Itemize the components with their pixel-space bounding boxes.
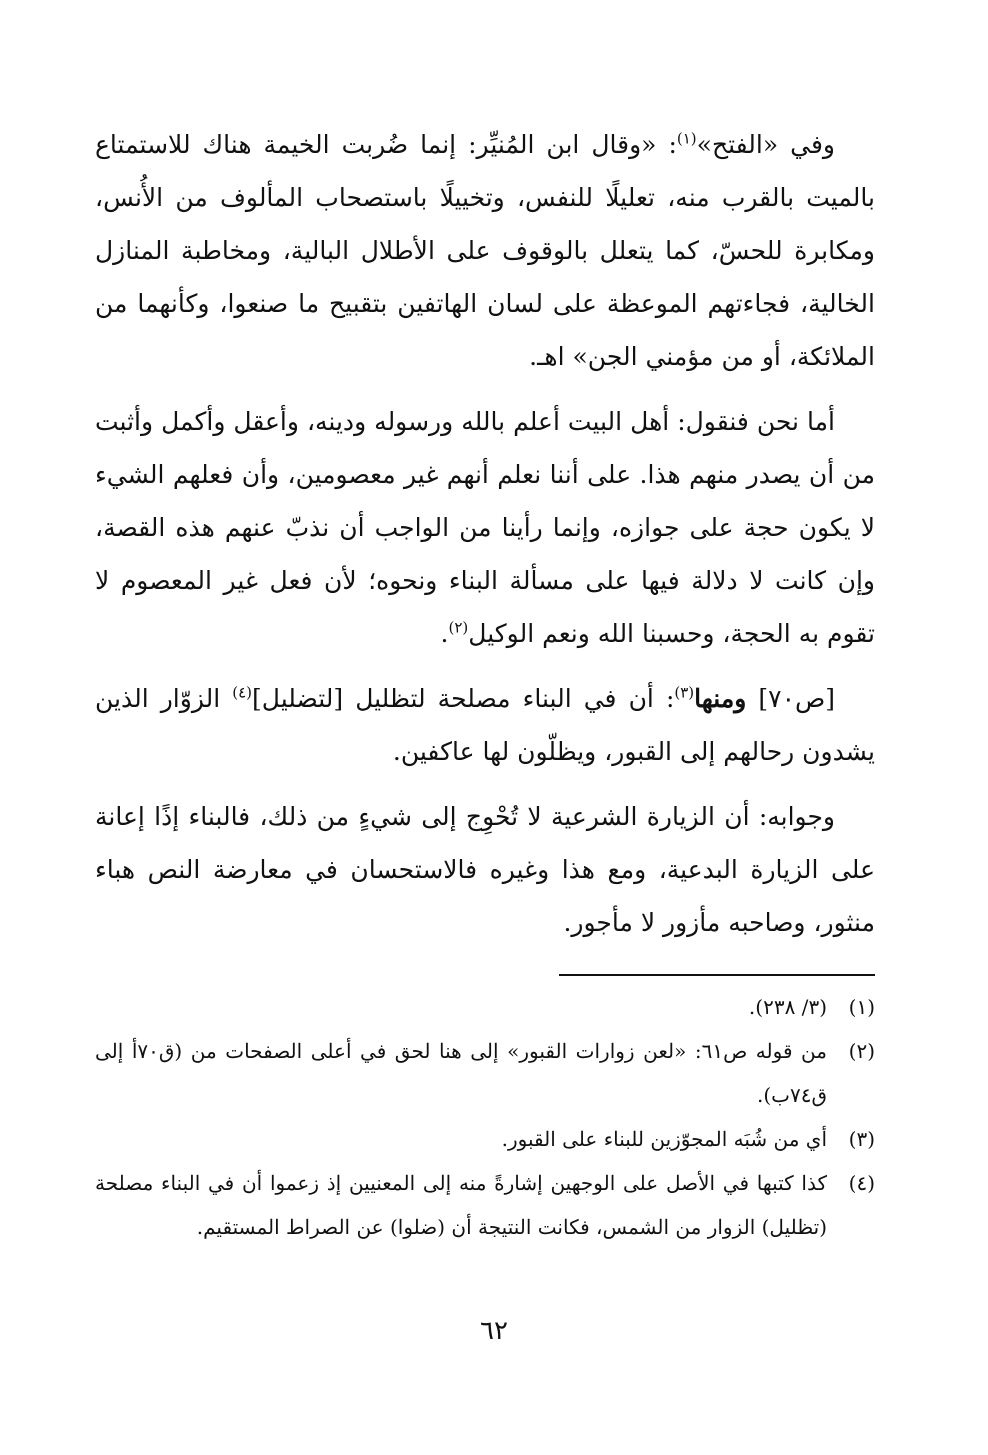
paragraph-4-text: وجوابه: أن الزيارة الشرعية لا تُحْوِج إلى شيءٍ من ذلك، فالبناء إذًا إعانة على الزيارة البدعية، ومع هذا وغيره فالاستحسان في معارضة النص هباء منثور، وصاحبه مأزور لا مأجور. [95, 802, 875, 937]
manuscript-page-ref: [ص٧٠] [758, 684, 835, 713]
footnote-ref-2: (٢) [448, 618, 469, 637]
paragraph-1 [95, 118, 875, 383]
paragraph-3-text: : أن في البناء مصلحة لتظليل [لتضليل] [252, 684, 675, 713]
footnote-number: (١) [848, 995, 875, 1019]
footnote-number: (٣) [848, 1127, 875, 1151]
footnote-text: كذا كتبها في الأصل على الوجهين إشارةً منه إلى المعنيين إذ زعموا أن في البناء مصلحة (تظليل) الزوار من الشمس، فكانت النتيجة أن (ضلوا) عن الصراط المستقيم. [95, 1171, 827, 1239]
footnote-number: (٢) [848, 1039, 875, 1063]
footnote-text: من قوله ص٦١: «لعن زوارات القبور» إلى هنا لحق في أعلى الصفحات من (ق٧٠أ إلى ق٧٤ب). [95, 1039, 827, 1107]
paragraph-1-quote: : «وقال ابن المُنيِّر: إنما ضُربت الخيمة هناك للاستمتاع بالميت بالقرب منه، تعليلًا للنفس، وتخييلًا باستصحاب المألوف من الأُنس، ومكابرة للحسّ، كما يتعلل بالوقوف على الأطلال البالية، ومخاطبة المنازل الخالية، فجاءتهم الموعظة على لسان الهاتفين بتقبيح ما صنعوا، وكأنهما من الملائكة، أو من مؤمني الجن» اهـ. [95, 130, 875, 371]
footnote-number: (٤) [848, 1171, 875, 1195]
footnote-text: (٣/ ٢٣٨). [748, 995, 827, 1019]
footnote-ref-1: (١) [676, 129, 697, 148]
paragraph-2-text: أما نحن فنقول: أهل البيت أعلم بالله ورسوله ودينه، وأعقل وأكمل وأثبت من أن يصدر منهم هذا. على أننا نعلم أنهم غير معصومين، وأن فعلهم الشيء لا يكون حجة على جوازه، وإنما رأينا من الواجب أن نذبّ عنهم هذه القصة، وإن كانت لا دلالة فيها على مسألة البناء ونحوه؛ لأن فعل غير المعصوم لا تقوم به الحجة، وحسبنا الله ونعم الوكيل [95, 407, 875, 648]
footnote-ref-3: (٣) [674, 683, 695, 702]
footnote-ref-4: (٤) [232, 683, 253, 702]
paragraph-2-end: . [440, 619, 449, 648]
paragraph-3-end: الزوّار الذين يشدون رحالهم إلى القبور، ويظلّون لها عاكفين. [95, 684, 875, 766]
main-text [95, 118, 875, 961]
footnote-text: أي من شُبَه المجوّزين للبناء على القبور. [501, 1127, 827, 1151]
footnote-2 [95, 1029, 875, 1117]
paragraph-1-text: وفي «الفتح» [696, 130, 835, 159]
footnote-3 [95, 1117, 875, 1161]
paragraph-3-heading: ومنها [694, 684, 747, 713]
paragraph-3 [95, 672, 875, 778]
paragraph-2 [95, 395, 875, 660]
footnote-separator [559, 974, 875, 976]
footnote-1 [95, 985, 875, 1029]
footnote-4 [95, 1161, 875, 1249]
page-number: ٦٢ [480, 1316, 508, 1346]
paragraph-4 [95, 790, 875, 949]
footnotes [95, 985, 875, 1249]
